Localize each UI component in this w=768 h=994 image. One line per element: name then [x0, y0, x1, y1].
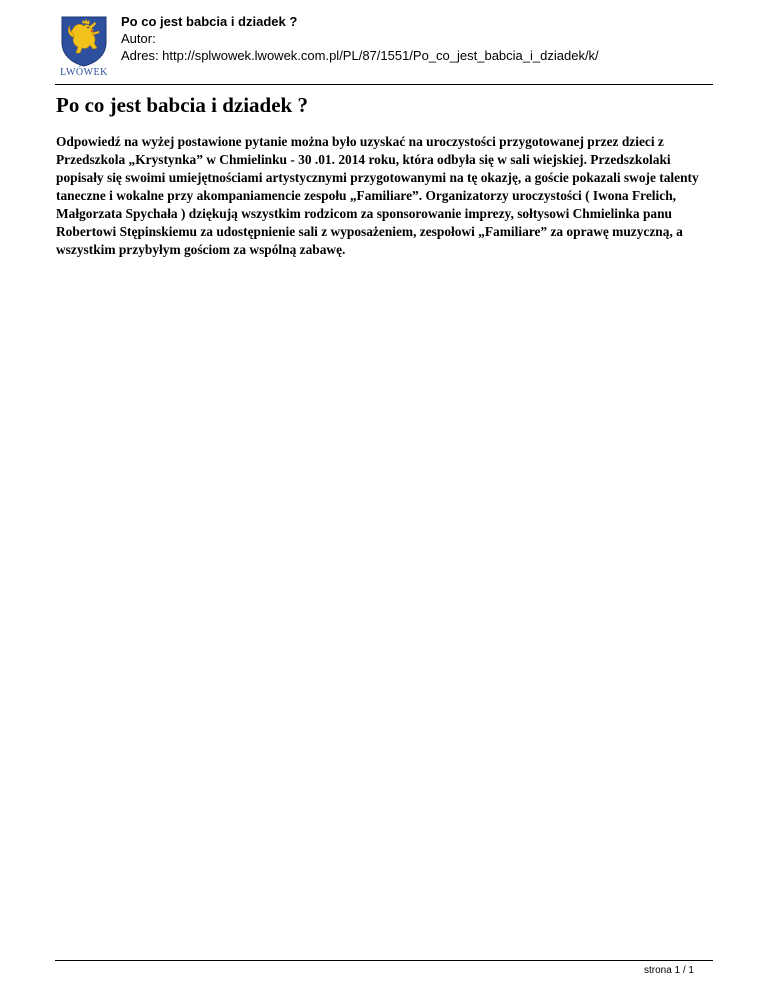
article-body: Odpowiedź na wyżej postawione pytanie można było uzyskać na uroczystości przygotowanej przez dzieci z Przedszkola „Krystynka” w Chmielinku - 30 .01. 2014 roku, która odbyła się w sali wiejskiej. Przedszkolaki popisały się swoimi umiejętnościami artystycznymi przygotowanymi na tę okazję, a goście pokazali swoje talenty taneczne i wokalne przy akompaniamencie zespołu „Familiare”. Organizatorzy uroczystości ( Iwona Frelich, Małgorzata Spychała ) dziękują wszystkim rodzicom za sponsorowanie imprezy, sołtysowi Chmielinka panu Robertowi Stępinskiemu za udostępnienie sali z wyposażeniem, zespołowi „Familiare” za oprawę muzyczną, a wszystkim przybyłym gościom za wspólną zabawę. — [56, 134, 699, 257]
header-author: Autor: — [121, 31, 156, 46]
header-title: Po co jest babcia i dziadek ? — [121, 14, 298, 29]
page-number: strona 1 / 1 — [643, 965, 694, 976]
page-title: Po co jest babcia i dziadek ? — [56, 93, 308, 117]
logo-text: LWÓWEK — [60, 67, 108, 78]
header-divider — [55, 84, 713, 85]
header-address: Adres: http://splwowek.lwowek.com.pl/PL/87/1551/Po_co_jest_babcia_i_dziadek/k/ — [121, 48, 599, 63]
footer-divider — [55, 960, 713, 961]
